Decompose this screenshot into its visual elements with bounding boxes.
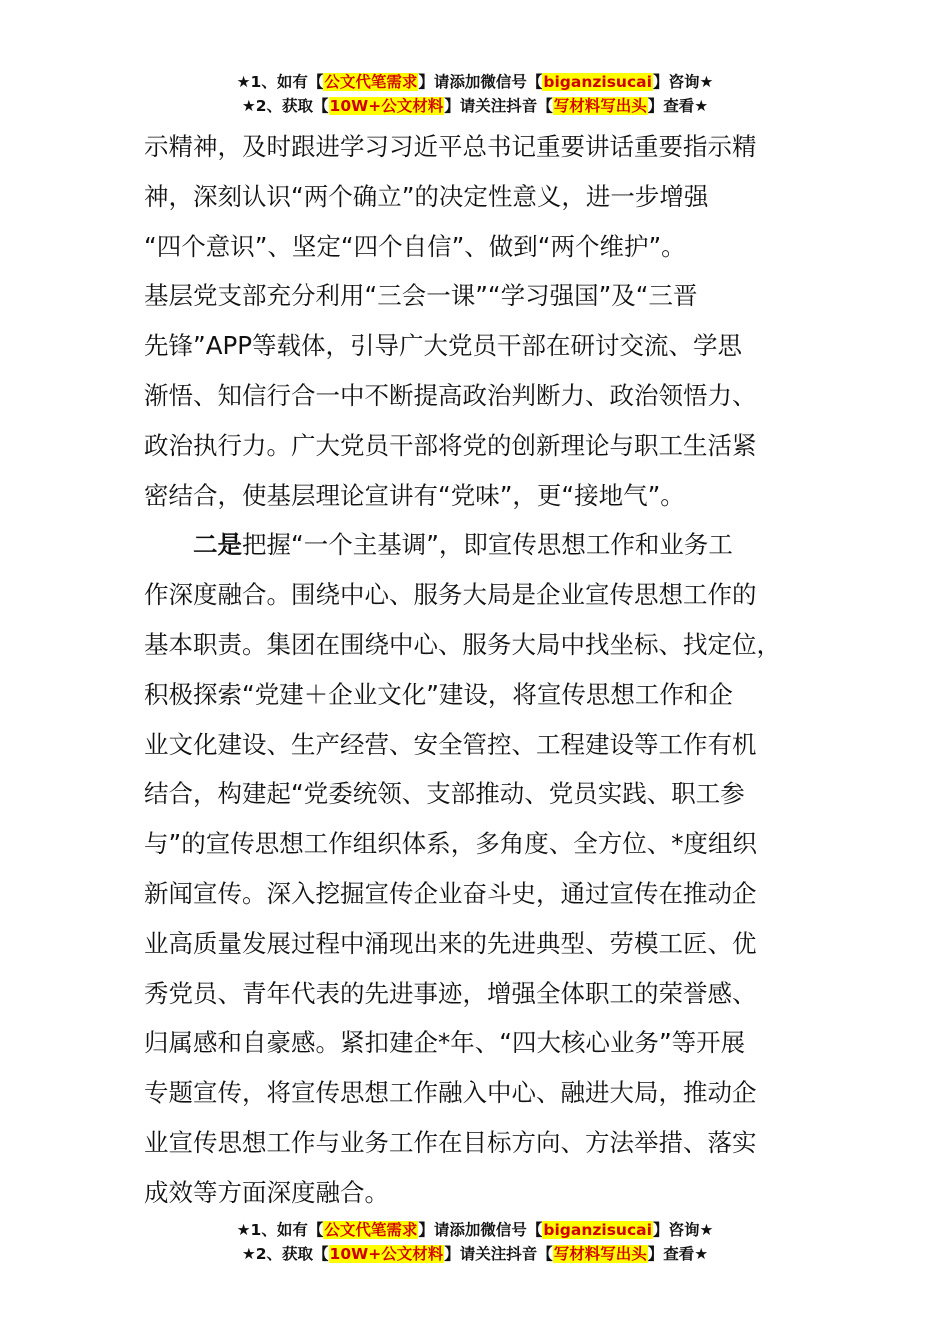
text-line: 政治执行力。广大党员干部将党的创新理论与职工生活紧	[144, 430, 757, 460]
highlight-materials: 10W+公文材料	[329, 97, 444, 115]
highlight-materials: 10W+公文材料	[329, 1245, 444, 1263]
text-line: 专题宣传，将宣传思想工作融入中心、融进大局，推动企	[144, 1078, 757, 1108]
lead-bold: 二是	[193, 530, 242, 560]
text-line: 秀党员、青年代表的先进事迹，增强全体职工的荣誉感、	[144, 978, 757, 1008]
document-body	[144, 122, 804, 1218]
promo-line-1: ★1、如有【公文代笔需求】请添加微信号【biganzisucai】咨询★	[236, 1221, 714, 1239]
promo-banner-bottom	[0, 1218, 950, 1266]
highlight-service: 公文代笔需求	[324, 1221, 418, 1239]
text-line: 基层党支部充分利用“三会一课”“学习强国”及“三晋	[144, 281, 698, 311]
text-line: 归属感和自豪感。紧扣建企*年、“四大核心业务”等开展	[144, 1028, 746, 1058]
highlight-douyin: 写材料写出头	[553, 1245, 647, 1263]
paragraph-2	[144, 520, 804, 1217]
text-line: 业文化建设、生产经营、安全管控、工程建设等工作有机	[144, 729, 757, 759]
text-line: 作深度融合。围绕中心、服务大局是企业宣传思想工作的	[144, 580, 757, 610]
highlight-wechat-id: biganzisucai	[543, 73, 652, 91]
text-line: 示精神，及时跟进学习习近平总书记重要讲话重要指示精	[144, 132, 757, 161]
promo-line-2: ★2、获取【10W+公文材料】请关注抖音【写材料写出头】查看★	[241, 1245, 709, 1263]
text-line: “四个意识”、坚定“四个自信”、做到“两个维护”。	[144, 231, 686, 261]
text-line: 密结合，使基层理论宣讲有“党味”，更“接地气”。	[144, 480, 685, 510]
text-line: 渐悟、知信行合一中不断提高政治判断力、政治领悟力、	[144, 380, 757, 410]
text-line: 先锋”APP等载体，引导广大党员干部在研讨交流、学思	[144, 331, 742, 361]
highlight-service: 公文代笔需求	[324, 73, 418, 91]
text-line: 成效等方面深度融合。	[144, 1177, 389, 1207]
text-line-first: 二是把握“一个主基调”，即宣传思想工作和业务工	[193, 530, 733, 560]
highlight-wechat-id: biganzisucai	[543, 1221, 652, 1239]
promo-line-2: ★2、获取【10W+公文材料】请关注抖音【写材料写出头】查看★	[241, 97, 709, 115]
text-line: 业宣传思想工作与业务工作在目标方向、方法举措、落实	[144, 1127, 757, 1157]
text-line: 新闻宣传。深入挖掘宣传企业奋斗史，通过宣传在推动企	[144, 878, 757, 908]
text-line: 积极探索“党建＋企业文化”建设，将宣传思想工作和企	[144, 679, 733, 709]
text-line: 与”的宣传思想工作组织体系，多角度、全方位、*度组织	[144, 829, 757, 859]
text-line: 神，深刻认识“两个确立”的决定性意义，进一步增强	[144, 181, 709, 211]
promo-line-1: ★1、如有【公文代笔需求】请添加微信号【biganzisucai】咨询★	[236, 73, 714, 91]
text-line: 基本职责。集团在围绕中心、服务大局中找坐标、找定位，	[144, 629, 781, 659]
text-line: 业高质量发展过程中涌现出来的先进典型、劳模工匠、优	[144, 928, 757, 958]
promo-banner-top	[0, 70, 950, 118]
paragraph-1	[144, 122, 804, 520]
highlight-douyin: 写材料写出头	[553, 97, 647, 115]
text-line: 结合，构建起“党委统领、支部推动、党员实践、职工参	[144, 779, 745, 809]
